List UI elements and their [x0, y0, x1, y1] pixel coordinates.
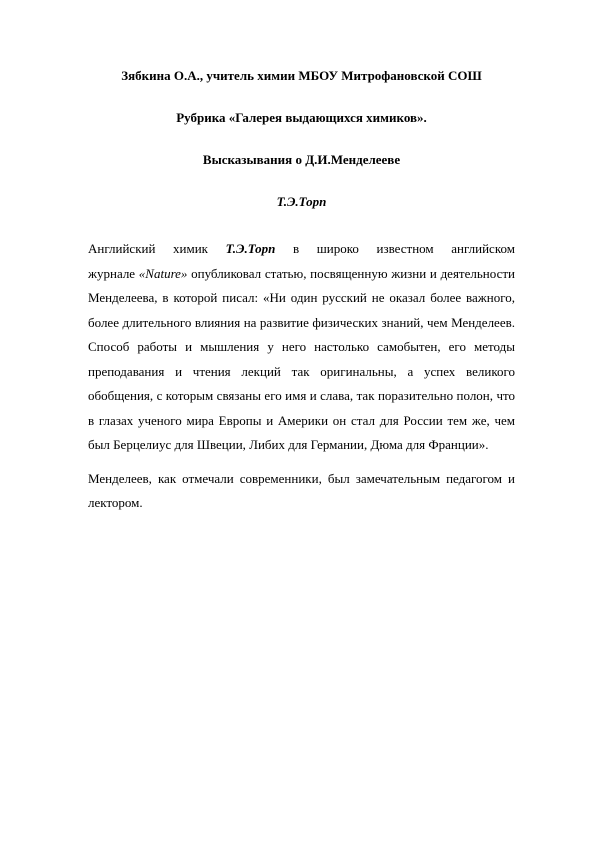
paragraph-closing: Менделеев, как отмечали современники, был замечательным педагогом и лектором. [88, 470, 515, 510]
paragraph-first-line [88, 237, 515, 262]
word: в [293, 241, 300, 256]
text-fragment: журнале [88, 265, 139, 281]
word: Английский [88, 241, 156, 256]
rubric-line: Рубрика «Галерея выдающихся химиков». [176, 110, 427, 125]
document-page [88, 60, 515, 516]
person-name-inline: Т.Э.Торп [225, 241, 276, 256]
journal-name: «Nature» [138, 265, 188, 281]
word: английском [451, 241, 515, 256]
person-name: Т.Э.Торп [276, 194, 327, 209]
author-line: Зябкина О.А., учитель химии МБОУ Митрофановской СОШ [121, 68, 482, 83]
word: химик [173, 241, 208, 256]
text-fragment: Менделеева, в которой писал: «Ни один русский не оказал более важного, более длительного влияния на развитие физических знаний, чем Менделеев. Способ работы и мышления у него настолько самобытен, его методы преподавания и чтения лекций так оригинальны, а успех великого обобщения, с которым связаны его имя и слава, так поразительно полон, что в глазах ученого мира Европы и Америки он стал для России тем же, чем был Берцелиус для Швеции, Либих для Германии, Дюма для Франции». [88, 290, 515, 452]
text-fragment: опубликовал статью, посвященную жизни и деятельности [187, 265, 515, 281]
document-title: Высказывания о Д.И.Менделееве [202, 152, 401, 167]
paragraph-body [88, 262, 515, 458]
paragraph-quote [88, 237, 515, 458]
word: известном [376, 241, 434, 256]
word: широко [316, 241, 359, 256]
